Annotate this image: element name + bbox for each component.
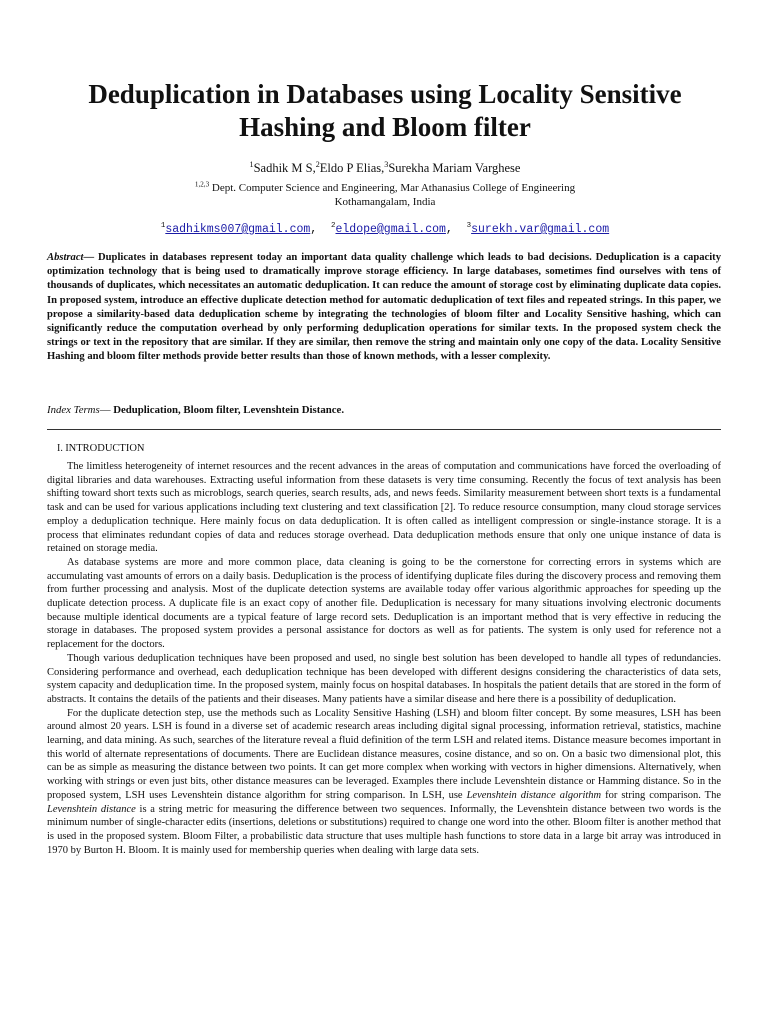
affiliation-line-2: Kothamangalam, India xyxy=(334,196,436,208)
author-1-name: Sadhik M S, xyxy=(253,161,316,175)
author-1-superscript: 1 xyxy=(249,159,254,169)
abstract-text: Duplicates in databases represent today an important data quality challenge which leads to bad decisions. Deduplication is a capacity optimization technology that is being used to dramatically improve storage efficiency. In large databases, sometimes find ourselves with tens of thousands of duplicates, which necessitates an automatic deduplication. It can reduce the amount of storage cost by eliminating duplicate data copies. In proposed system, introduce an effective duplicate detection method for automatic deduplication of text files and repeated strings. In this paper, we propose a similarity-based data deduplication scheme by integrating the technologies of bloom filter and Locality Sensitive hashing, which can significantly reduce the computation overhead by only performing deduplication operations for similar texts. In the proposed system check the strings or text in the repository that are similar. If they are similar, then remove the string and maintain only one copy of the data. Locality Sensitive Hashing and bloom filter methods provide better results than those of known methods, with a lesser complexity. xyxy=(47,252,722,363)
paper-title: Deduplication in Databases using Locality Sensitive Hashing and Bloom filter xyxy=(88,79,682,142)
author-2-superscript: 2 xyxy=(315,159,320,169)
email-3-link[interactable]: surekh.var@gmail.com xyxy=(471,223,610,236)
abstract-label: Abstract xyxy=(47,252,84,263)
paragraph-4 xyxy=(47,707,721,858)
author-3-name: Surekha Mariam Varghese xyxy=(388,161,521,175)
author-3-superscript: 3 xyxy=(384,159,389,169)
index-terms-dash: — xyxy=(99,404,114,416)
section-numeral: I. I xyxy=(57,443,69,454)
email-2-superscript: 2 xyxy=(331,222,336,231)
section-divider xyxy=(47,429,721,430)
section-title-rest: NTRODUCTION xyxy=(68,443,145,454)
email-3-superscript: 3 xyxy=(466,222,472,231)
section-heading-introduction xyxy=(57,443,145,454)
email-1-link[interactable]: sadhikms007@gmail.com xyxy=(165,223,311,236)
author-list xyxy=(40,161,730,176)
affiliation-superscript: 1,2,3 xyxy=(194,180,210,189)
introduction-body xyxy=(47,460,721,857)
email-1-superscript: 1 xyxy=(160,222,166,231)
paragraph-4-part-2: for string comparison. The xyxy=(601,789,721,801)
paragraph-2: As database systems are more and more common place, data cleaning is going to be the cornerstone for correcting errors in systems which are accumulating vast amounts of errors on a daily basis. Deduplication is the process of identifying duplicate files during the discovery process and removing them from further processing and analysis. Most of the duplicate detection systems are available today offer various algorithmic approaches for speeding up the duplicate detection process. A duplicate file is an exact copy of another file. Deduplication is necessary for many situations involving electronic documents because multiple identical documents are a typical feature of large record sets. Deduplication is an important method that is very effective in reducing the storage in databases. The proposed system provides a personal assistance for doctors as well as for patients. The system is only used for reference not a replacement for the doctors. xyxy=(47,556,721,651)
affiliation xyxy=(40,181,730,209)
index-terms xyxy=(47,404,721,416)
affiliation-line-1: Dept. Computer Science and Engineering, Mar Athanasius College of Engineering xyxy=(209,182,576,194)
abstract-dash: — xyxy=(83,252,99,263)
email-2-link[interactable]: eldope@gmail.com xyxy=(335,223,446,236)
index-terms-label: Index Terms xyxy=(47,404,100,416)
index-terms-text: Deduplication, Bloom filter, Levenshtein Distance. xyxy=(113,404,345,416)
abstract xyxy=(47,251,721,365)
paragraph-4-part-3: is a string metric for measuring the difference between two sequences. Informally, the Levenshtein distance between two words is the minimum number of single-character edits (insertions, deletions or substitutions) required to change one word into the other. Bloom filter is another method that is used in the proposed system. Bloom Filter, a probabilistic data structure that uses multiple hash functions to store data in a large bit array was introduced in 1970 by Burton H. Bloom. It is mainly used for membership queries when dealing with large data sets. xyxy=(47,803,721,856)
paragraph-4-emphasis-1: Levenshtein distance algorithm xyxy=(466,789,602,801)
paragraph-4-part-1: For the duplicate detection step, use the methods such as Locality Sensitive Hashing (LSH) and bloom filter concept. By some measures, LSH has been around almost 20 years. LSH is found in a diverse set of academic research areas including digital signal processing, information retrieval, statistics, machine learning, and data mining. As such, searches of the literature reveal a fluid definition of the term LSH and related items. Distance measure becomes important in this world of alternate representations of documents. There are Euclidean distance measures, cosine distance, and so on. On a basic two dimensional plot, this can be as simple as measuring the distance between two points. It can get more complex when working with vectors in higher dimensions. Alternatively, when working with strings or even just bits, other distance measures can be leveraged. Examples there include Levenshtein distance or Hamming distance. So in the proposed system, LSH uses Levenshtein distance algorithm for string comparison. In LSH, use xyxy=(47,707,721,801)
paragraph-4-emphasis-2: Levenshtein distance xyxy=(47,803,136,815)
paragraph-3: Though various deduplication techniques have been proposed and used, no single best solution has been developed to handle all types of redundancies. Considering performance and overhead, each deduplication technique has been developed with different designs considering the characteristics of data sets, system capacity and deduplication time. In the proposed system, mainly focus on hospital databases. In hospitals the patient details that are stored in the form of abstracts. It contains the details of the patients and their diseases. Many patients have a similar disease and here there is a possibility of deduplication. xyxy=(47,652,721,705)
author-2-name: Eldo P Elias, xyxy=(319,161,385,175)
email-list: $^1$sadhikms007@gmail.com, $^2$eldope@gmail.com, $^3$surekh.var@gmail.com xyxy=(160,222,610,236)
paragraph-1: The limitless heterogeneity of internet resources and the recent advances in the areas of computation and communications have forced the overloading of digital libraries and data warehouses. Extracting useful information from these datasets is very time consuming. Recently the focus of text analysis has been shifting toward short texts such as microblogs, search queries, search results, ads, and news feeds. Similarity measurement between short texts is a fundamental task and can be used for various applications including text clustering and text classification [2]. To reduce resource consumption, many cloud storage services employ a deduplication technique. Here mainly focus on data deduplication. It is often called as intelligent compression or single-instance storage. It is a process that eliminates redundant copies of data and reduces storage overhead. Data deduplication methods ensure that only one unique instance of data is retained on storage media. xyxy=(47,461,721,555)
